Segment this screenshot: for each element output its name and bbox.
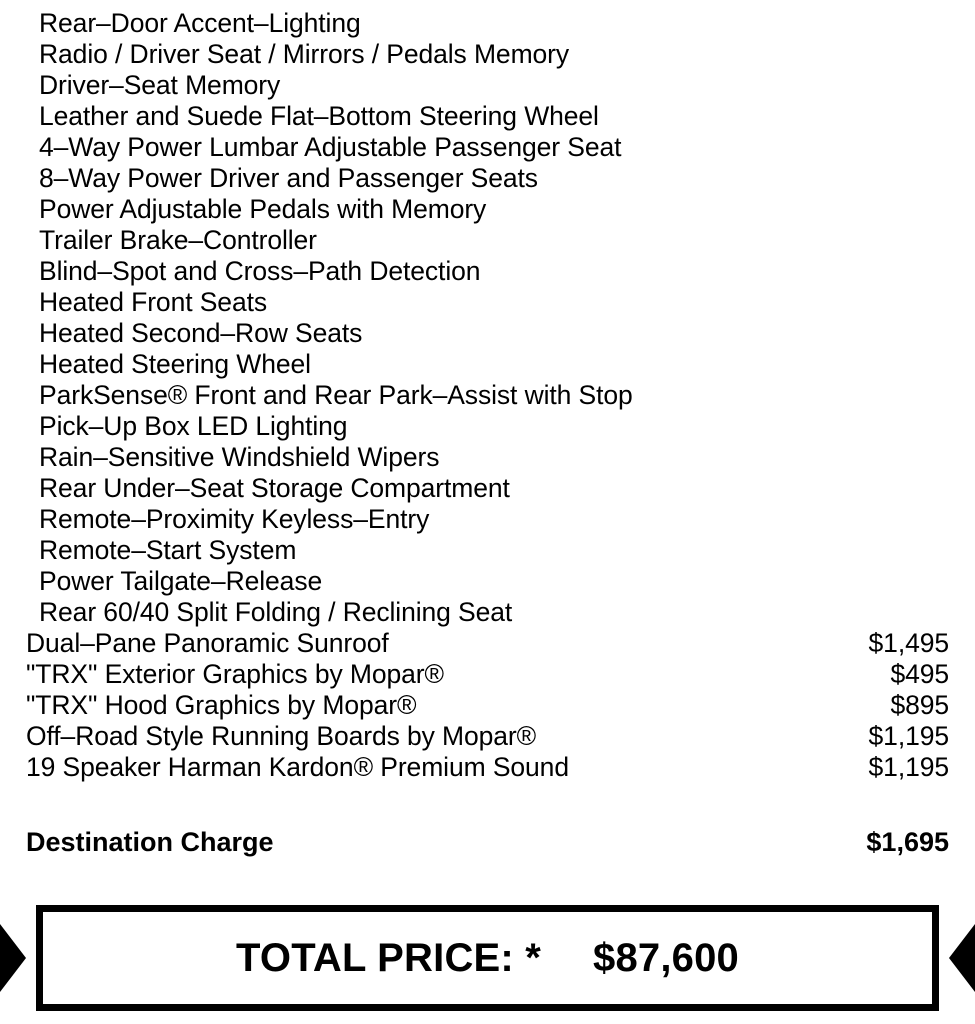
spacer [26,783,949,819]
destination-charge-row [26,819,949,859]
destination-charge-label: Destination Charge [26,827,274,857]
option-name: Radio / Driver Seat / Mirrors / Pedals Memory [39,39,570,69]
option-name: Rear 60/40 Split Folding / Reclining Seat [39,597,513,627]
option-name: Power Tailgate–Release [39,566,323,596]
option-name: Rear Under–Seat Storage Compartment [39,473,510,503]
option-name: 19 Speaker Harman Kardon® Premium Sound [26,752,569,782]
option-row [26,690,949,721]
option-row [26,163,949,194]
option-row [26,256,949,287]
option-price: $1,495 [868,628,949,658]
option-row [26,194,949,225]
option-row [26,132,949,163]
option-name: Dual–Pane Panoramic Sunroof [26,628,389,658]
option-row [26,442,949,473]
option-row [26,380,949,411]
option-price: $895 [890,690,949,720]
total-price-box [36,905,939,1011]
option-row [26,535,949,566]
option-row [26,8,949,39]
option-row [26,659,949,690]
option-row [26,597,949,628]
right-arrow-icon [949,924,975,992]
option-name: Heated Steering Wheel [39,349,311,379]
option-name: 8–Way Power Driver and Passenger Seats [39,163,538,193]
option-row [26,70,949,101]
option-name: Power Adjustable Pedals with Memory [39,194,487,224]
option-row [26,39,949,70]
option-row [26,473,949,504]
destination-charge-price: $1,695 [866,827,949,857]
option-row [26,349,949,380]
option-name: Trailer Brake–Controller [39,225,317,255]
option-name: Remote–Start System [39,535,297,565]
total-price-label: TOTAL PRICE: * [235,935,542,980]
option-row [26,225,949,256]
option-row [26,566,949,597]
option-row [26,504,949,535]
option-name: 4–Way Power Lumbar Adjustable Passenger Seat [39,132,622,162]
option-name: Rear–Door Accent–Lighting [39,8,361,38]
option-name: Rain–Sensitive Windshield Wipers [39,442,440,472]
option-name: Driver–Seat Memory [39,70,281,100]
option-name: Pick–Up Box LED Lighting [39,411,348,441]
option-name: Off–Road Style Running Boards by Mopar® [26,721,537,751]
option-name: "TRX" Exterior Graphics by Mopar® [26,659,444,689]
option-row [26,287,949,318]
option-price: $1,195 [868,752,949,782]
option-name: "TRX" Hood Graphics by Mopar® [26,690,417,720]
option-row [26,628,949,659]
option-row [26,101,949,132]
options-list [26,8,949,783]
total-price-banner [0,900,975,1016]
option-name: Leather and Suede Flat–Bottom Steering Wheel [39,101,599,131]
option-row [26,318,949,349]
option-name: Heated Second–Row Seats [39,318,363,348]
option-name: Remote–Proximity Keyless–Entry [39,504,430,534]
left-arrow-icon [0,924,26,992]
option-price: $1,195 [868,721,949,751]
option-name: Blind–Spot and Cross–Path Detection [39,256,481,286]
option-name: ParkSense® Front and Rear Park–Assist with Stop [39,380,633,410]
option-price: $495 [890,659,949,689]
total-price-value: $87,600 [593,935,740,980]
option-row [26,752,949,783]
option-name: Heated Front Seats [39,287,267,317]
option-row [26,411,949,442]
option-row [26,721,949,752]
